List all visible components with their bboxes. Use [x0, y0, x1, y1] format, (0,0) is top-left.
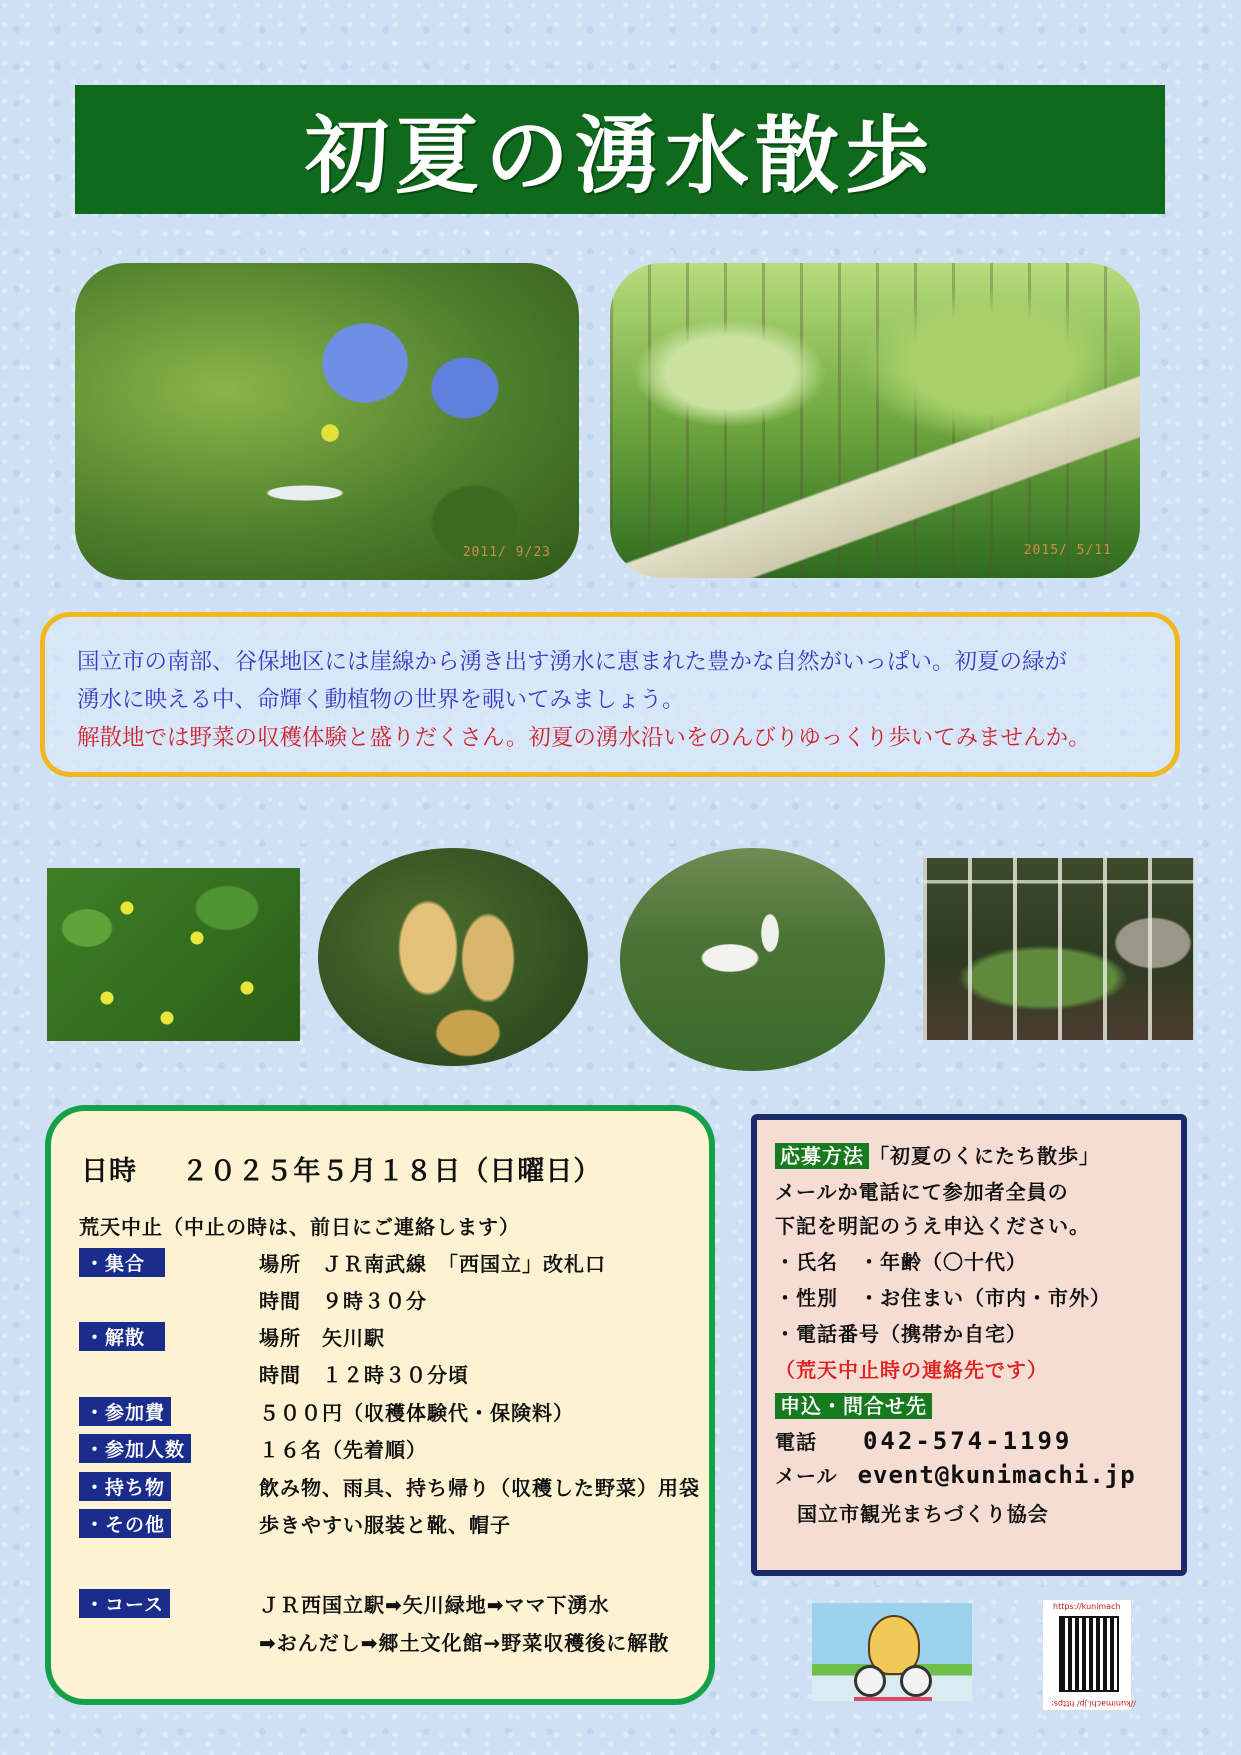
- other-tag: ・その他: [79, 1509, 171, 1538]
- organization-name: 国立市観光まちづくり協会: [797, 1502, 1049, 1526]
- seedpod-photo: [318, 848, 588, 1066]
- dayflower-photo: [75, 263, 579, 580]
- apply-method-line: [775, 1140, 1100, 1169]
- phone-value: 042-574-1199: [862, 1427, 1073, 1455]
- apply-item-1: ・氏名 ・年齢（〇十代）: [775, 1250, 1027, 1274]
- egret-photo: [620, 848, 885, 1071]
- other-value: 歩きやすい服装と靴、帽子: [259, 1513, 511, 1537]
- contact-line: [775, 1390, 932, 1419]
- intro-box: [40, 612, 1180, 777]
- boardwalk-photo: [610, 263, 1140, 578]
- intro-line-3: 解散地では野菜の収穫体験と盛りだくさん。初夏の湧水沿いをのんびりゆっくり歩いてみませんか。: [77, 725, 1091, 751]
- capacity-value: １６名（先着順）: [259, 1438, 427, 1462]
- meeting-row: [79, 1248, 606, 1277]
- contact-tag: 申込・問合せ先: [775, 1393, 932, 1419]
- capacity-row: [79, 1434, 427, 1463]
- other-row: [79, 1509, 511, 1538]
- course-tag: ・コース: [79, 1589, 170, 1618]
- application-box: [751, 1114, 1187, 1576]
- intro-line-2: 湧水に映える中、命輝く動植物の世界を覗いてみましょう。: [77, 687, 685, 713]
- fee-value: ５００円（収穫体験代・保険料）: [259, 1401, 574, 1425]
- fee-tag: ・参加費: [79, 1397, 171, 1426]
- qr-code[interactable]: [1061, 1618, 1117, 1690]
- course-line-1: ＪＲ西国立駅➡矢川緑地➡ママ下湧水: [259, 1593, 610, 1617]
- apply-line-2: 下記を明記のうえ申込ください。: [775, 1214, 1090, 1238]
- meeting-time: 時間 ９時３０分: [259, 1289, 427, 1313]
- mascot-illustration: [812, 1603, 972, 1701]
- datetime-label: 日時: [81, 1156, 137, 1187]
- dayflower-photo-date: 2011/ 9/23: [462, 545, 551, 560]
- mail-label: メール: [775, 1464, 838, 1488]
- belongings-value: 飲み物、雨具、持ち帰り（収穫した野菜）用袋: [259, 1476, 700, 1500]
- bike-wheel-front: [854, 1665, 886, 1697]
- title-banner: [75, 85, 1165, 214]
- meeting-place: 場所 ＪＲ南武線 「西国立」改札口: [259, 1252, 606, 1276]
- dismissal-place: 場所 矢川駅: [259, 1326, 385, 1350]
- phone-label: 電話: [775, 1430, 817, 1454]
- apply-method-tag: 応募方法: [775, 1143, 869, 1169]
- yellow-flowers-photo: [47, 868, 300, 1041]
- belongings-row: [79, 1472, 700, 1501]
- qr-code-frame[interactable]: [1043, 1600, 1136, 1710]
- dismissal-tag: ・解散: [79, 1322, 165, 1351]
- weather-note: 荒天中止（中止の時は、前日にご連絡します）: [79, 1215, 520, 1239]
- dismissal-time: 時間 １２時３０分頃: [259, 1363, 469, 1387]
- fee-row: [79, 1397, 574, 1426]
- course-row: [79, 1589, 610, 1618]
- apply-item-2: ・性別 ・お住まい（市内・市外）: [775, 1286, 1111, 1310]
- boardwalk-photo-date: 2015/ 5/11: [1023, 543, 1112, 558]
- apply-line-1: メールか電話にて参加者全員の: [775, 1180, 1069, 1204]
- qr-url-top: https://kunimach: [1053, 1602, 1121, 1611]
- phone-line: [775, 1426, 1072, 1455]
- qr-url-bottom: //kunimachi.jp/ https:: [1051, 1699, 1136, 1708]
- meeting-tag: ・集合: [79, 1248, 165, 1277]
- mail-line: [775, 1460, 1136, 1489]
- mascot-bicycle: [854, 1663, 932, 1701]
- apply-item-3: ・電話番号（携帯か自宅）: [775, 1322, 1027, 1346]
- apply-method-title: 「初夏のくにたち散歩」: [869, 1144, 1100, 1168]
- event-details-box: [45, 1105, 715, 1705]
- datetime-value: ２０２５年５月１８日（日曜日）: [181, 1156, 602, 1187]
- apply-red-note: （荒天中止時の連絡先です）: [775, 1358, 1048, 1382]
- datetime-line: [81, 1149, 601, 1188]
- dismissal-row: [79, 1322, 385, 1351]
- bike-wheel-rear: [900, 1665, 932, 1697]
- intro-line-1: 国立市の南部、谷保地区には崖線から湧き出す湧水に恵まれた豊かな自然がいっぱい。初夏の緑が: [77, 649, 1068, 675]
- belongings-tag: ・持ち物: [79, 1472, 171, 1501]
- spring-site-photo: [923, 858, 1194, 1040]
- capacity-tag: ・参加人数: [79, 1434, 191, 1463]
- page-title: 初夏の湧水散歩: [304, 107, 935, 205]
- mail-value: event@kunimachi.jp: [857, 1461, 1136, 1489]
- course-line-2: ➡おんだし➡郷土文化館→野菜収穫後に解散: [259, 1631, 670, 1655]
